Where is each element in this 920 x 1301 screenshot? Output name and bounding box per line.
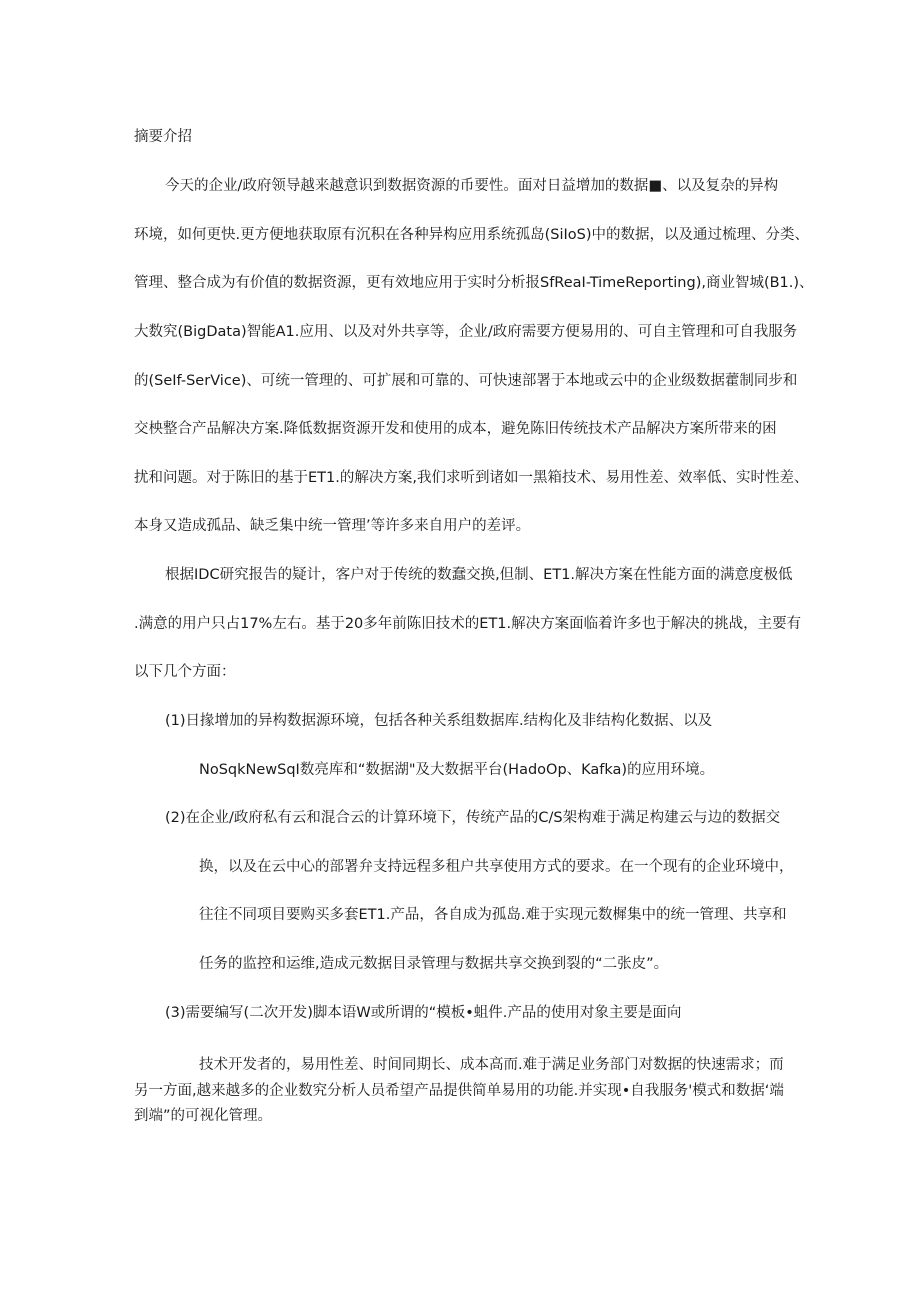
text-line: (2)在企业/政府私有云和混合云的计算环境下，传统产品的C/S架构难于满足构建云与边的数据交: [165, 810, 781, 826]
text-line: 管理、整合成为有价值的数据资源，更有效地应用于实时分析报SfReaI-TimeReporting),商业智城(B1.)、: [134, 275, 814, 291]
text-line: (3)需要编写(二次开发)脚本语W或所谓的“模板•蛆件.产品的使用对象主要是面向: [165, 1005, 682, 1021]
text-line: 到端”的可视化管理。: [134, 1108, 273, 1124]
text-line: 任务的监控和运维,造成元数据目录管理与数据共享交换到裂的“二张皮”。: [199, 956, 669, 972]
text-line: 扰和问题。对于陈旧的基于ET1.的解决方案,我们求听到诸如一黑箱技术、易用性差、效率低、实时性差、: [134, 470, 809, 486]
text-line: 换，以及在云中心的部署弁支持远程多租户共享使用方式的要求。在一个现有的企业环境中，: [199, 859, 794, 875]
text-line: (1)日掾增加的异构数据源环境，包括各种关系组数据库.结构化及非结构化数据、以及: [165, 713, 713, 729]
text-line: 另一方面,越来越多的企业数究分析人员希望产品提供简单易用的功能.并实现•自我服务'模式和数据‘端: [134, 1083, 784, 1099]
text-line: 今天的企业/政府领导越来越意识到数据资源的币要性。面对日益增加的数据■、以及复杂的异构: [165, 178, 779, 194]
text-line: 根据IDC研究报告的疑计，客户对于传统的数蠢交换,但制、ET1.解决方案在性能方面的满意度极低: [165, 567, 793, 583]
text-line: 的(SeIf-SerVice)、可统一管理的、可扩展和可靠的、可快速部署于本地或云中的企业级数据藿制同步和: [134, 373, 798, 389]
section-heading: 摘要介招: [134, 129, 192, 145]
text-line: 本身又造成孤品、缺乏集中统一管理’等许多来自用户的差评。: [134, 518, 531, 534]
text-line: NoSqkNewSqI数亮库和“数据湖"及大数据平台(HadoOp、Kafka)的应用环境。: [199, 762, 715, 778]
text-line: 技术开发者的，易用性差、时间同期长、成本高而.难于满足业务部门对数据的快速需求；而: [199, 1057, 784, 1073]
text-line: 环境，如何更快.更方便地获取原有沉积在各种异构应用系统孤岛(SiIoS)中的数据，以及通过梳理、分类、: [134, 227, 810, 243]
text-line: 以下几个方面：: [134, 664, 236, 680]
text-line: 往往不同项目要购买多套ET1.产品，各自成为孤岛.难于实现元数樨集中的统一管理、共享和: [199, 907, 787, 923]
text-line: 大数究(BigData)智能A1.应用、以及对外共享等，企业/政府需要方便易用的、可自主管理和可自我服务: [134, 324, 798, 340]
text-line: .满意的用户只占17%左右。基于20多年前陈旧技术的ET1.解决方案面临着许多也于解决的挑战，主要有: [134, 616, 802, 632]
text-line: 交柍整合产品解决方案.降低数据资源开发和使用的成本，避免陈旧传统技术产品解决方案所带来的困: [134, 421, 777, 437]
